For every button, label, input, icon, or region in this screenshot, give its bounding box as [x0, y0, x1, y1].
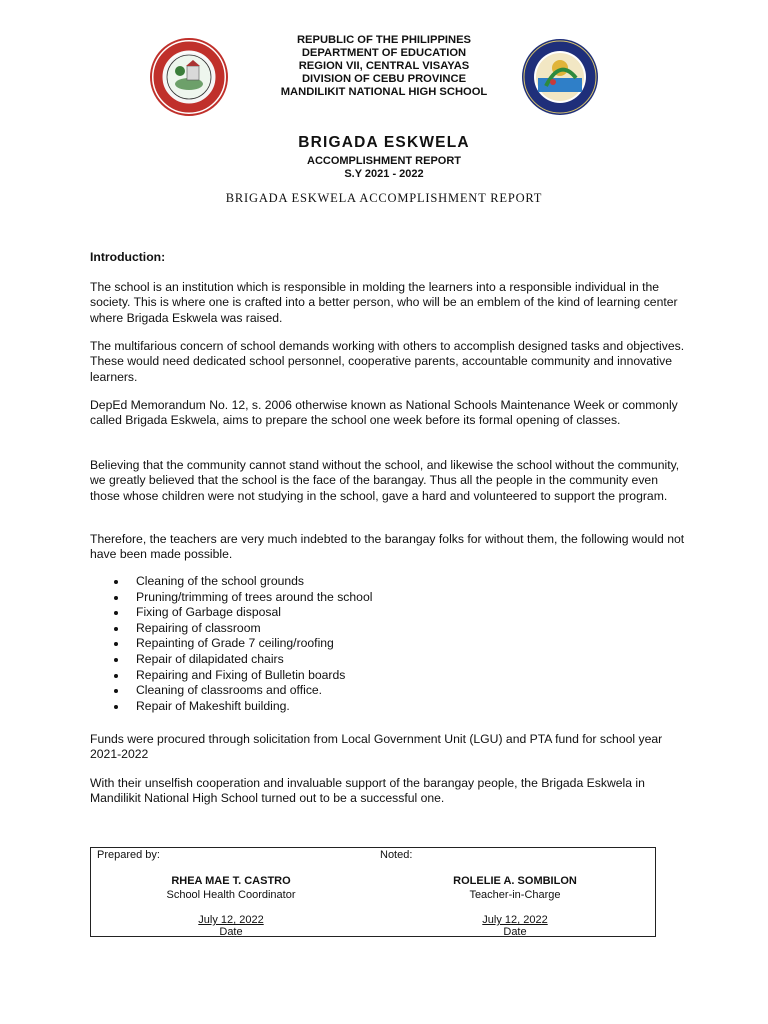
funds-paragraph: Funds were procured through solicitation from Local Government Unit (LGU) and PTA fund for school year 2021-2022 [90, 732, 663, 762]
list-item: Repair of dilapidated chairs [112, 652, 372, 668]
signatory-name: RHEA MAE T. CASTRO [171, 875, 291, 887]
paragraph: Therefore, the teachers are very much indebted to the barangay folks for without them, the following would not have been made possible. [90, 532, 685, 562]
paragraph: The school is an institution which is responsible in molding the learners into a responsible individual in the society. This is where one is crafted into a better person, who will be an emblem of the kind of learning center where Brigada Eskwela was raised. [90, 280, 678, 325]
list-item: Repairing of classroom [112, 621, 372, 637]
closing-paragraph: With their unselfish cooperation and invaluable support of the barangay people, the Brigada Eskwela in Mandilikit National High School turned out to be a successful one. [90, 776, 645, 806]
signature-box [90, 847, 656, 937]
prepared-by-label: Prepared by: [97, 849, 160, 861]
intro-heading: Introduction: [90, 250, 166, 264]
signatory-position: Teacher-in-Charge [469, 889, 561, 901]
list-item: Cleaning of classrooms and office. [112, 683, 372, 699]
list-item: Pruning/trimming of trees around the school [112, 590, 372, 606]
noted-label: Noted: [380, 849, 413, 861]
header-line: DIVISION OF CEBU PROVINCE [301, 73, 467, 85]
accomplishment-list [112, 574, 372, 714]
paragraph: The multifarious concern of school demands working with others to accomplish designed tasks and objectives. These would need dedicated school personnel, cooperative parents, accountable community and innovative learners. [90, 339, 685, 384]
signatory-position: School Health Coordinator [166, 889, 296, 901]
paragraph: DepEd Memorandum No. 12, s. 2006 otherwise known as National Schools Maintenance Week or commonly called Brigada Eskwela, aims to prepare the school one week before its formal opening of classes. [90, 398, 678, 428]
signatory-name: ROLELIE A. SOMBILON [453, 875, 577, 887]
list-item: Cleaning of the school grounds [112, 574, 372, 590]
header-line: REGION VII, CENTRAL VISAYAS [298, 60, 470, 72]
signature-date: July 12, 2022 [198, 914, 264, 926]
prepared-signatory [131, 874, 331, 939]
header-line: DEPARTMENT OF EDUCATION [301, 47, 467, 59]
paragraph: Believing that the community cannot stand without the school, and likewise the school without the community, we greatly believed that the school is the face of the barangay. Thus all the people in the community even those whose children were not studying in the school, gave a hard and volunteered to support the program. [90, 458, 680, 503]
title-block [184, 134, 584, 181]
report-heading: BRIGADA ESKWELA ACCOMPLISHMENT REPORT [225, 191, 543, 205]
list-item: Fixing of Garbage disposal [112, 605, 372, 621]
header-line: MANDILIKIT NATIONAL HIGH SCHOOL [280, 86, 488, 98]
page-title: BRIGADA ESKWELA [298, 134, 470, 151]
report-subtitle: ACCOMPLISHMENT REPORT [307, 155, 461, 167]
school-year: S.Y 2021 - 2022 [344, 168, 424, 180]
header-line: REPUBLIC OF THE PHILIPPINES [296, 34, 472, 46]
date-label: Date [503, 926, 527, 938]
date-label: Date [219, 926, 243, 938]
institution-header [200, 34, 568, 99]
list-item: Repair of Makeshift building. [112, 699, 372, 715]
list-item: Repainting of Grade 7 ceiling/roofing [112, 636, 372, 652]
list-item: Repairing and Fixing of Bulletin boards [112, 668, 372, 684]
noted-signatory [415, 874, 615, 939]
signature-date: July 12, 2022 [482, 914, 548, 926]
